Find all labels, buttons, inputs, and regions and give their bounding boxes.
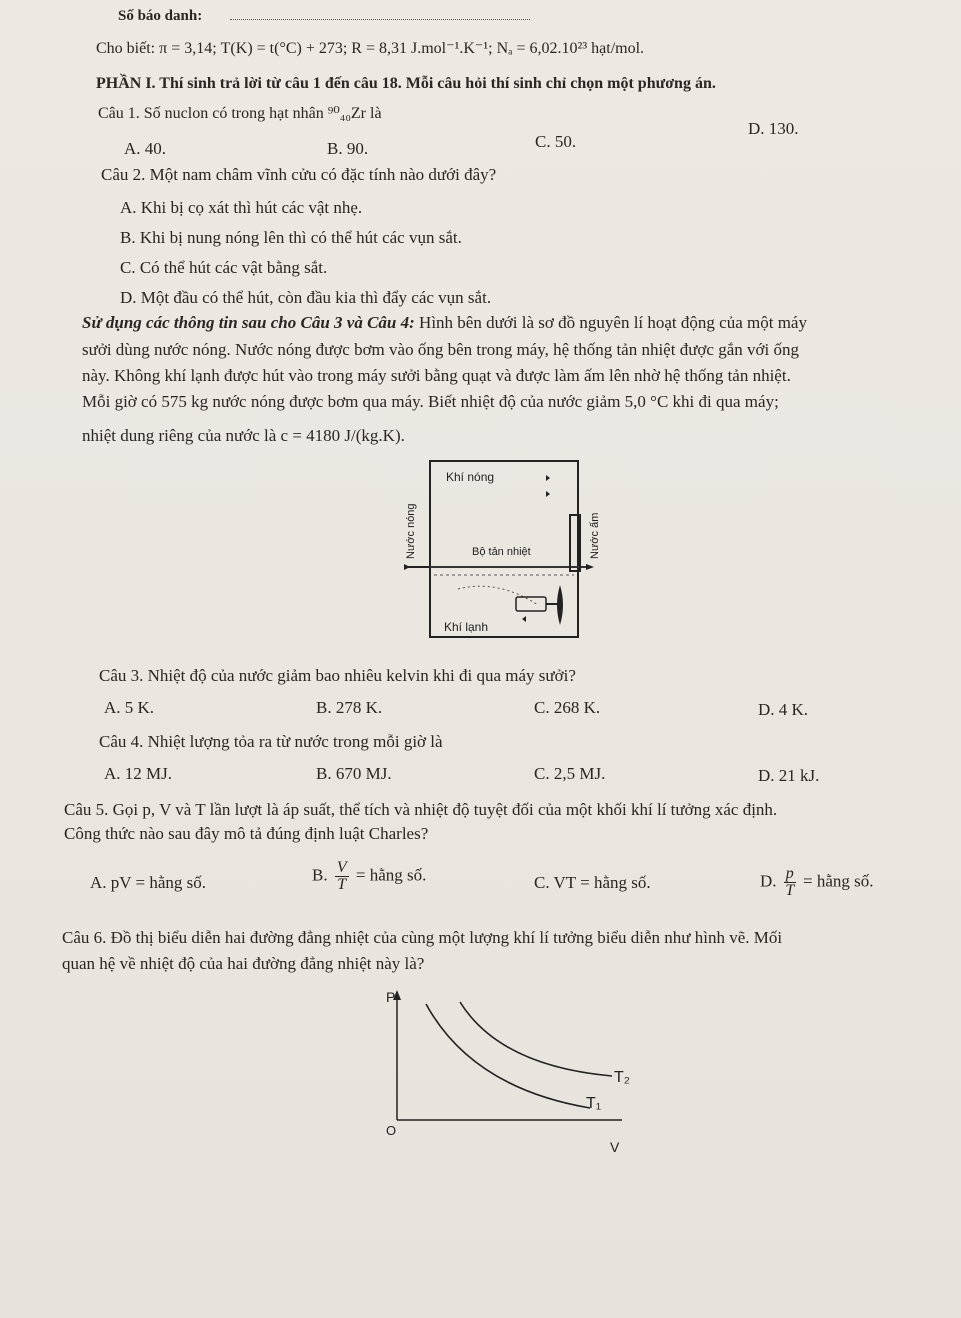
q3-option-a[interactable]: A. 5 K. [104,698,155,717]
fan-motor [516,597,546,611]
so-bao-danh-label: Số báo danh: [118,8,203,24]
q4-option-a[interactable]: A. 12 MJ. [104,764,173,783]
hot-water-label: Nước nóng [405,503,417,559]
q2-option-a[interactable]: A. Khi bị cọ xát thì hút các vật nhẹ. [120,198,363,217]
q1-option-d[interactable]: D. 130. [748,119,799,138]
q2-option-b[interactable]: B. Khi bị nung nóng lên thì có thể hút các vụn sắt. [120,228,462,247]
q3-option-d[interactable]: D. 4 K. [758,700,809,719]
q1-option-b[interactable]: B. 90. [327,139,369,158]
t1-label: T₁ [586,1095,602,1112]
q5-d-label: D. [760,871,777,891]
q2-option-d[interactable]: D. Một đầu có thể hút, còn đầu kia thì đẩy các vụn sắt. [120,288,492,307]
q4-option-d[interactable]: D. 21 kJ. [758,766,820,785]
heater-diagram [398,455,601,650]
info-lead: Sử dụng các thông tin sau cho Câu 3 và Câu 4: [82,313,415,332]
q5-line-1: Câu 5. Gọi p, V và T lần lượt là áp suất, thể tích và nhiệt độ tuyệt đối của một khối khí lí tưởng xác định. [64,800,778,819]
isotherm-t2-curve [460,1002,612,1076]
q3-option-b[interactable]: B. 278 K. [316,698,383,717]
q6-line-2: quan hệ về nhiệt độ của hai đường đẳng nhiệt này là? [62,954,425,973]
q3-stem [99,666,576,686]
warm-water-label: Nước ấm [589,512,601,559]
air-arrow-2 [546,491,550,497]
q3-option-c[interactable]: C. 268 K. [534,698,601,717]
q5-d-denominator: T [785,882,795,899]
cold-air-label: Khí lạnh [444,620,489,634]
q5-d-numerator: p [785,865,794,882]
hot-air-label: Khí nóng [446,470,495,484]
q5-b-denominator: T [337,876,347,893]
p-axis-label: P [386,989,396,1005]
q5-b-numerator: V [336,859,347,876]
info-line-4: Mỗi giờ có 575 kg nước nóng được bơm qua máy. Biết nhiệt độ của nước giảm 5,0 °C khi đi qua máy; [82,392,779,411]
q5-b-rest: = hằng số. [355,865,427,885]
q2-stem: Câu 2. Một nam châm vĩnh cửu có đặc tính nào dưới đây? [101,165,497,184]
q4-stem: Câu 4. Nhiệt lượng tỏa ra từ nước trong mỗi giờ là [99,732,443,751]
q5-option-b[interactable] [312,860,426,893]
q1-stem: Câu 1. Số nuclon có trong hạt nhân ⁹⁰₄₀Zr là [98,105,382,122]
radiator-label: Bộ tản nhiệt [472,546,531,558]
q5-line-2: Công thức nào sau đây mô tả đúng định luật Charles? [64,824,429,843]
q6-line-1: Câu 6. Đồ thị biểu diễn hai đường đẳng nhiệt của cùng một lượng khí lí tưởng biểu diễn như hình vẽ. Mối [62,928,783,947]
q3-stem-text: Câu 3. Nhiệt độ của nước giảm bao nhiêu kelvin khi đi qua máy sưởi? [99,666,576,685]
q5-option-a[interactable]: A. pV = hằng số. [90,873,206,892]
q2-option-c[interactable]: C. Có thể hút các vật bằng sắt. [120,258,328,277]
q1-option-a[interactable]: A. 40. [124,139,167,158]
q5-b-label: B. [312,865,328,885]
part1-instruction: PHẦN I. Thí sinh trả lời từ câu 1 đến câu 18. Mỗi câu hỏi thí sinh chỉ chọn một phương án. [96,75,716,92]
given-constants: Cho biết: π = 3,14; T(K) = t(°C) + 273; R = 8,31 J.mol⁻¹.K⁻¹; Nₐ = 6,02.10²³ hạt/mol. [96,40,645,57]
q1-option-c[interactable]: C. 50. [535,132,577,151]
v-axis-label: V [610,1139,620,1155]
origin-label: O [386,1123,397,1138]
q5-d-rest: = hằng số. [803,871,874,891]
info-line-1 [82,313,807,333]
q5-option-c[interactable]: C. VT = hằng số. [534,873,651,892]
air-arrow-1 [546,475,550,481]
isotherm-t1-curve [426,1004,590,1108]
q5-d-fraction [784,866,796,899]
info-line-3: này. Không khí lạnh được hút vào trong máy sưởi bằng quạt và được làm ấm lên nhờ hệ thống tản nhiệt. [82,366,791,385]
q5-option-d[interactable] [760,866,874,899]
t2-label: T₂ [614,1069,630,1086]
isotherm-graph [360,980,660,1160]
q4-option-b[interactable]: B. 670 MJ. [316,764,392,783]
q4-option-c[interactable]: C. 2,5 MJ. [534,764,606,783]
water-outlet-arrowhead [586,564,594,570]
so-bao-danh-dots [230,19,530,20]
info-line-5: nhiệt dung riêng của nước là c = 4180 J/(kg.K). [82,426,405,445]
air-arrow-3 [522,616,526,622]
q5-b-fraction [335,860,349,893]
water-inlet-arrowhead [404,564,410,570]
airflow-path [458,586,538,605]
info-line-1-rest: Hình bên dưới là sơ đồ nguyên lí hoạt động của một máy [419,313,807,332]
info-line-2: sưởi dùng nước nóng. Nước nóng được bơm vào ống bên trong máy, hệ thống tản nhiệt được gắn với ống [82,340,799,359]
